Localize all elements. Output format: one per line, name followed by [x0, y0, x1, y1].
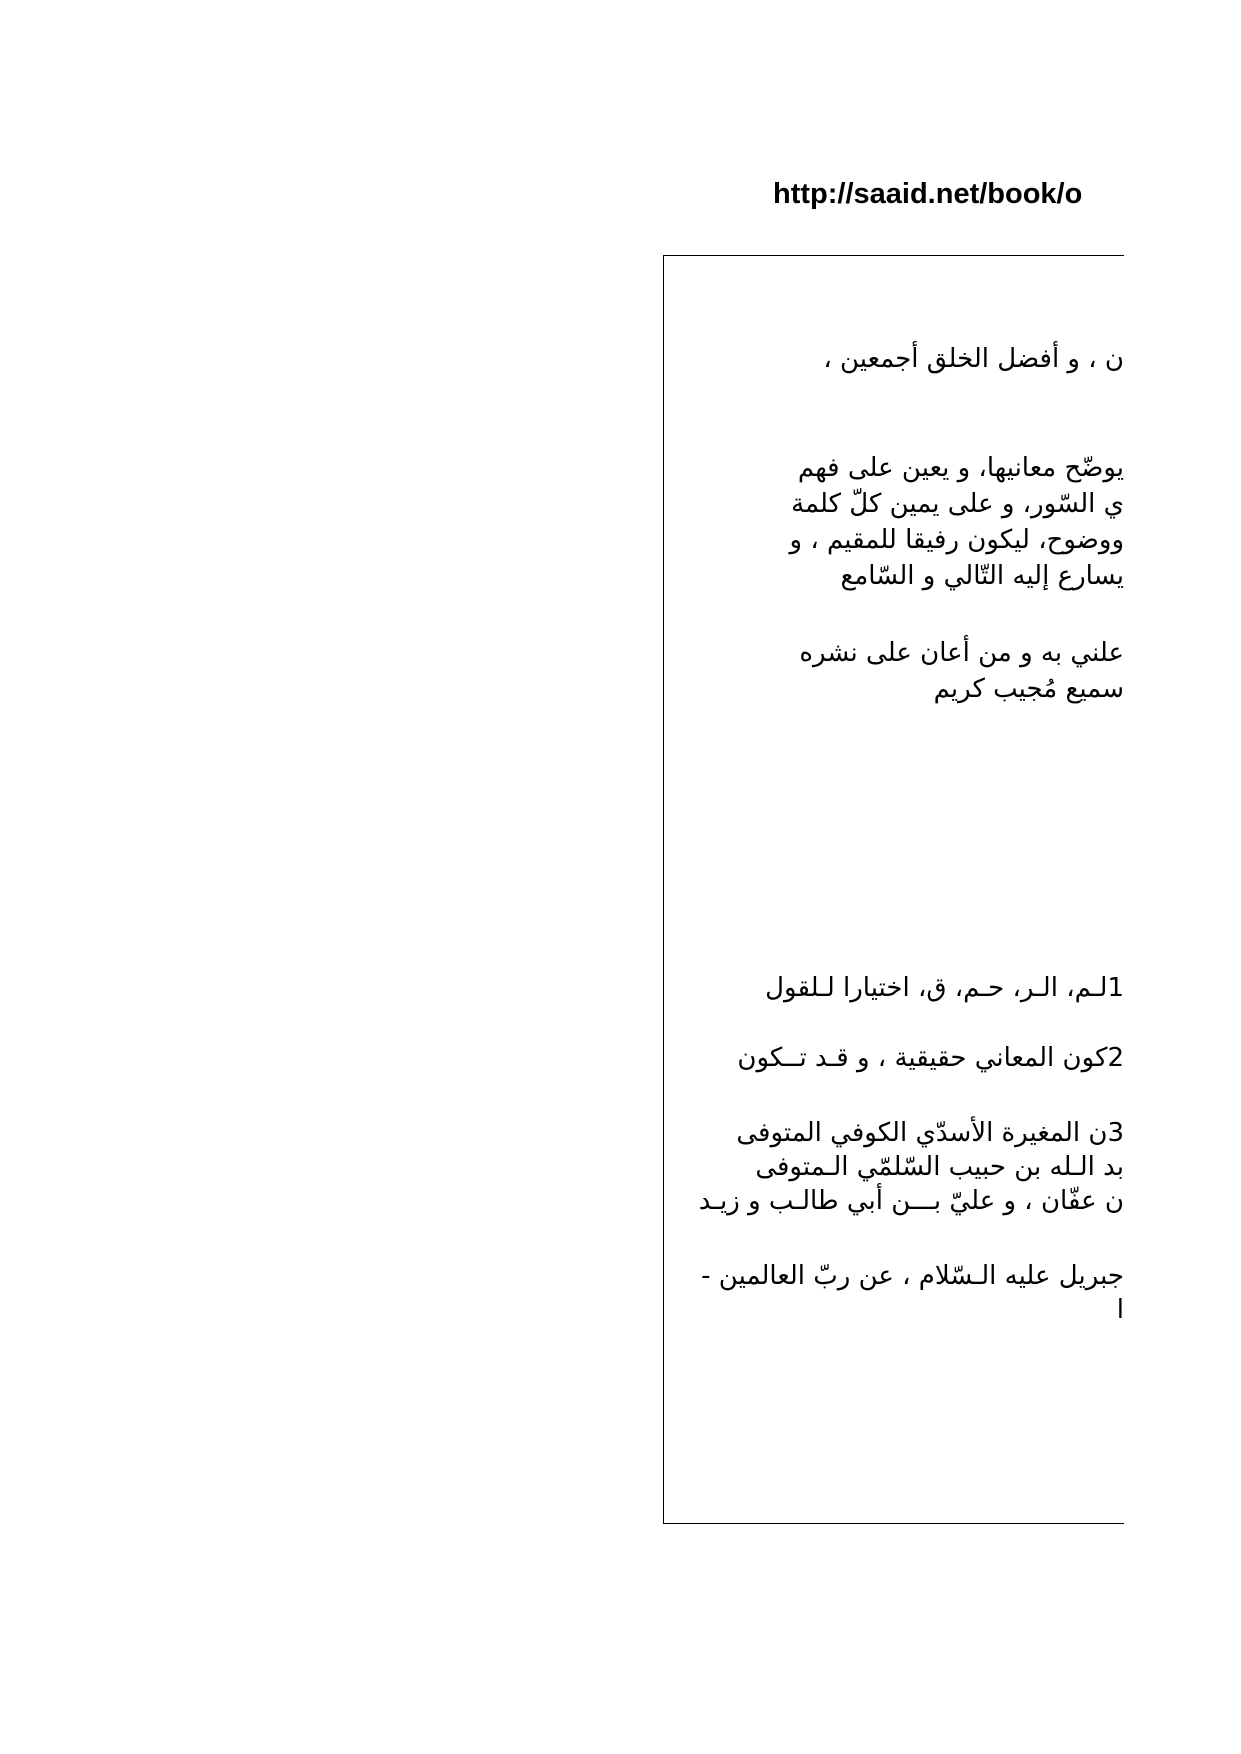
paragraph-line: سميع مُجيب كريم	[933, 674, 1124, 704]
page-url-header: http://saaid.net/book/o	[773, 178, 1083, 210]
footnote-3-line: 3ن المغيرة الأسدّي الكوفي المتوفى	[736, 1118, 1124, 1148]
footnote-4-line: ا	[1116, 1295, 1124, 1325]
paragraph-line: ووضوح، ليكون رفيقا للمقيم ، و	[789, 525, 1124, 555]
intro-line: ن ، و أفضل الخلق أجمعين ،	[823, 344, 1124, 374]
paragraph-line: يوضّح معانيها، و يعين على فهم	[797, 453, 1124, 483]
footnote-3-line: ن عفّان ، و عليّ بـــن أبي طالـب و زيـد	[698, 1186, 1124, 1216]
footnote-4-line: جبريل عليه الـسّلام ، عن ربّ العالمين -	[701, 1261, 1124, 1291]
footnote-3-line: بد الـله بن حبيب السّلمّي الـمتوفى	[755, 1152, 1124, 1182]
content-text-area	[663, 255, 1124, 1524]
paragraph-line: ي السّور، و على يمين كلّ كلمة	[791, 489, 1124, 519]
paragraph-line: علني به و من أعان على نشره	[799, 638, 1124, 668]
paragraph-line: يسارع إليه التّالي و السّامع	[840, 561, 1124, 591]
footnote-2: 2كون المعاني حقيقية ، و قـد تــكون	[737, 1043, 1124, 1073]
footnote-1: 1لـم، الـر، حـم، ق، اختيارا لـلقول	[765, 973, 1124, 1003]
